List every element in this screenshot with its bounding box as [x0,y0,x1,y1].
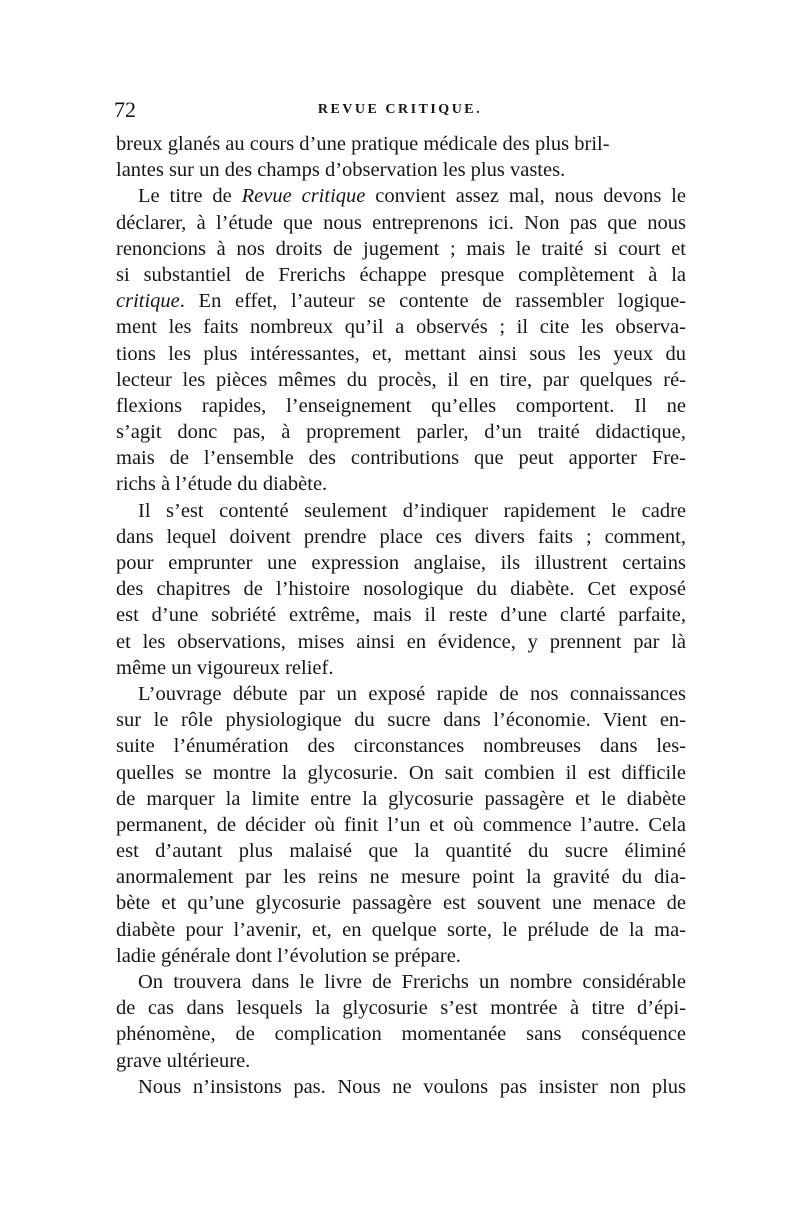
text-line: s’agit donc pas, à proprement parler, d’un traité didactique, [116,421,686,444]
text-line: quelles se montre la glycosurie. On sait combien il est difficile [116,761,686,784]
text-line: grave ultérieure. [116,1049,251,1072]
text-line: critique. En effet, l’auteur se contente de rassembler logique- [116,290,686,313]
text-line: Nous n’insistons pas. Nous ne voulons pas insister non plus [138,1075,686,1098]
text-line: sur le rôle physiologique du sucre dans l’économie. Vient en- [116,709,686,732]
text-line: ladie générale dont l’évolution se prépare. [116,944,461,967]
text-line: mais de l’ensemble des contributions que peut apporter Fre- [116,447,686,470]
text-line: pour emprunter une expression anglaise, ils illustrent certains [116,552,686,574]
text-line: dans lequel doivent prendre place ces divers faits ; comment, [116,525,686,548]
text-line: de marquer la limite entre la glycosurie passagère et le diabète [116,787,686,810]
text-line: phénomène, de complication momentanée sans conséquence [116,1023,686,1046]
text-line: même un vigoureux relief. [116,656,334,679]
text-line: tions les plus intéressantes, et, mettant ainsi sous les yeux du [116,342,686,365]
text-line: On trouvera dans le livre de Frerichs un nombre considérable [138,971,686,993]
italic-word: critique [116,290,180,313]
text-line: diabète pour l’avenir, et, en quelque sorte, le prélude de la ma- [116,918,686,941]
text-line: est d’une sobriété extrême, mais il reste d’une clarté parfaite, [116,604,686,627]
running-head: REVUE CRITIQUE. [317,102,483,117]
text-line: renoncions à nos droits de jugement ; mais le traité si court et [116,237,686,260]
text-line: ment les faits nombreux qu’il a observés ; il cite les observa- [116,316,686,339]
page-header [114,96,686,126]
text-line: flexions rapides, l’enseignement qu’elles comportent. Il ne [116,394,686,417]
body-text [116,131,686,1100]
text-line: bète et qu’une glycosurie passagère est souvent une menace de [116,892,686,915]
text-line: de cas dans lesquels la glycosurie s’est montrée à titre d’épi- [116,997,686,1020]
text-line: des chapitres de l’histoire nosologique du diabète. Cet exposé [116,578,686,601]
text-line: si substantiel de Frerichs échappe presque complètement à la [116,263,686,286]
text-line: est d’autant plus malaisé que la quantité du sucre éliminé [116,840,686,863]
italic-title: Revue critique [241,185,366,208]
text-line: breux glanés au cours d’une pratique médicale des plus bril- [116,133,610,155]
text-line: Le titre de Revue critique convient assez mal, nous devons le [138,185,686,208]
text-line: L’ouvrage débute par un exposé rapide de nos connaissances [138,682,686,705]
text-line: suite l’énumération des circonstances nombreuses dans les- [116,735,686,758]
page-number: 72 [114,97,136,122]
text-line: lecteur les pièces mêmes du procès, il en tire, par quelques ré- [116,368,686,391]
text-line: richs à l’étude du diabète. [116,473,328,496]
text-line: Il s’est contenté seulement d’indiquer rapidement le cadre [138,499,686,522]
text-line: permanent, de décider où finit l’un et où commence l’autre. Cela [116,813,686,836]
text-line: et les observations, mises ainsi en évidence, y prennent par là [116,630,686,653]
text-line: lantes sur un des champs d’observation les plus vastes. [116,159,566,182]
text-line: déclarer, à l’étude que nous entreprenons ici. Non pas que nous [116,211,686,234]
text-line: anormalement par les reins ne mesure point la gravité du dia- [116,866,686,889]
